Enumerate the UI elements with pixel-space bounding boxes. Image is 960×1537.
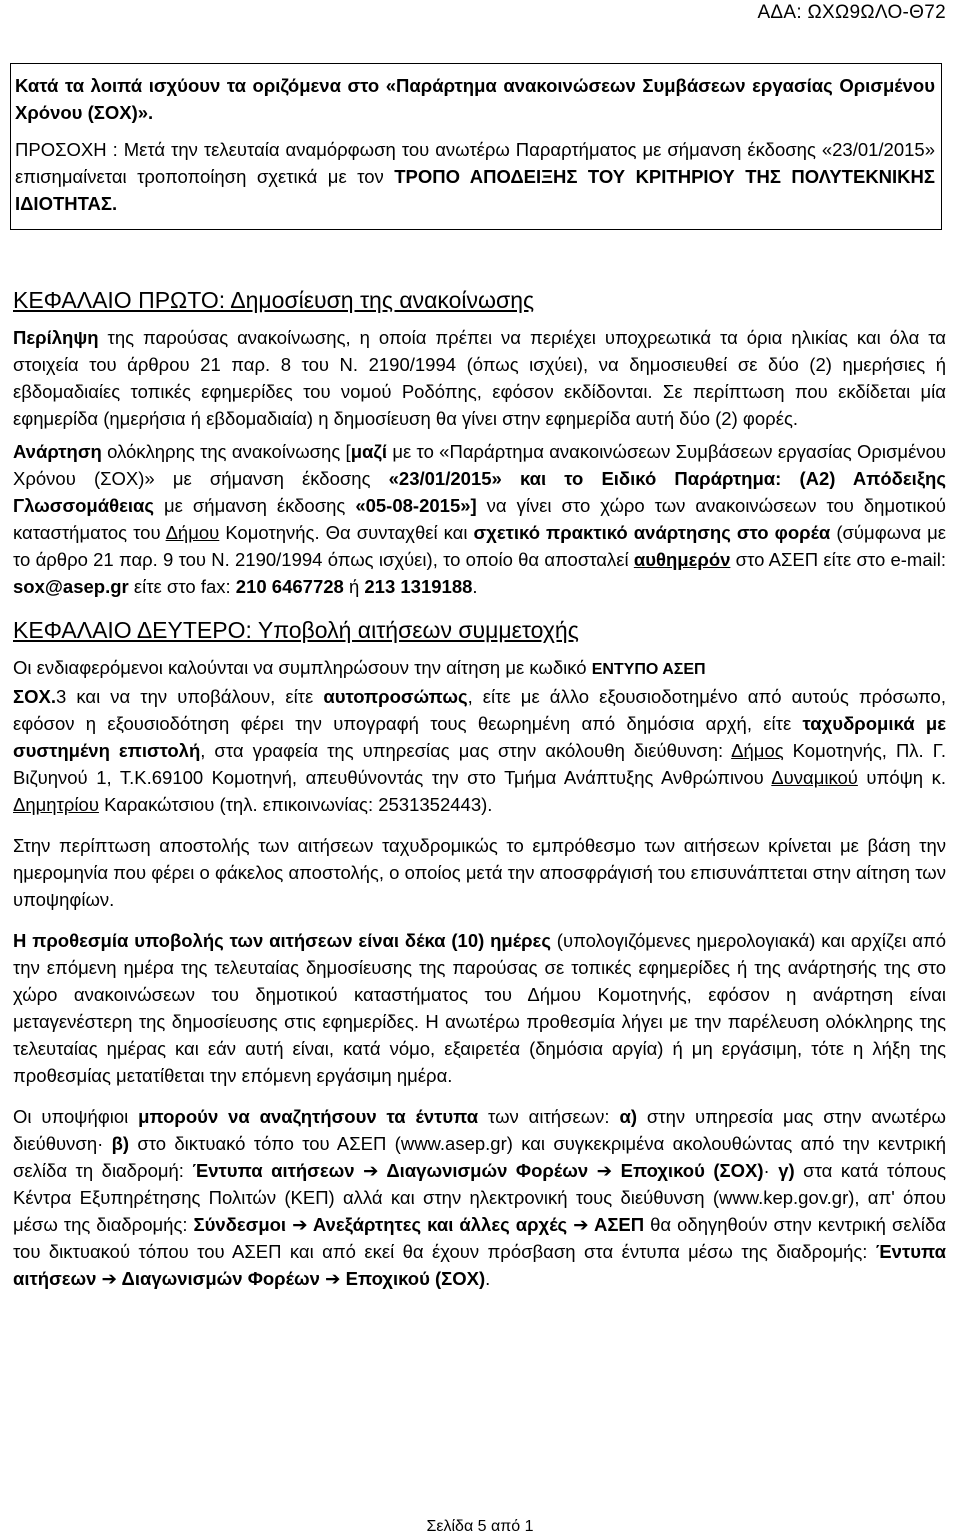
forms-paragraph (13, 1103, 946, 1292)
text-run: . (472, 576, 478, 597)
text-run: (σύμφωνα με το άρθρο 21 παρ. 9 του Ν. 2190/1994 όπως ισχύει), το οποίο θα αποσταλεί (13, 522, 947, 570)
text-run: α) (619, 1106, 637, 1127)
text-run: είτε στο fax: (128, 576, 236, 597)
ada-code: ΑΔΑ: ΩΧΩ9ΩΛΟ-Θ72 (757, 2, 946, 23)
document-body (13, 284, 946, 1292)
form-code: ΣΟΧ. (13, 686, 56, 707)
deadline-text: (υπολογιζόμενες ημερολογιακά) και αρχίζει από την επόμενη ημέρα της τελευταίας δημοσίευσης της παρούσας σε τοπικές εφημερίδες ή της ανάρτησής της στο χώρο ανακοινώσεων του δημοτικού καταστήματος του Δήμου Κομοτηνής, εφόσον η ανάρτηση είναι μεταγενέστερη της δημοσίευσης στις εφημερίδες. Η ανωτέρω προθεσμία λήγει με την παρέλευση ολόκληρης της τελευταίας ημέρας και εάν αυτή είναι, κατά νόμο, εξαιρετέα (δημόσια αργία) ή μη εργάσιμη, τότε η λήξη της προθεσμίας μετατίθεται την επόμενη εργάσιμη ημέρα. (13, 930, 947, 1086)
text-run: στα κατά τόπους Κέντρα Εξυπηρέτησης Πολιτών (ΚΕΠ) αλλά και στην ηλεκτρονική τους διεύθυνση (www.kep.gov.gr), απ' όπου μέσω της διαδρομής: (13, 1160, 946, 1235)
fax-number: 210 6467728 (235, 576, 344, 597)
text-run: «23/01/2015» και το Ειδικό Παράρτημα: (Α2) Απόδειξης Γλωσσομάθειας (13, 468, 946, 516)
text-run: 3 (55, 686, 67, 707)
navigation-path: Έντυπα αιτήσεων ➔ Διαγωνισμών Φορέων ➔ Εποχικού (ΣΟΧ) (13, 1241, 946, 1289)
text-run: με το «Παράρτημα ανακοινώσεων Συμβάσεων εργασίας Ορισμένου Χρόνου (ΣΟΧ)» με σήμανση έκδοσης (13, 441, 946, 489)
text-run: Δήμου (165, 522, 220, 543)
text-run: «05-08-2015»] (355, 495, 477, 516)
text-run: Οι ενδιαφερόμενοι καλούνται να συμπληρώσουν την αίτηση με κωδικό (13, 657, 592, 678)
text-run: γ) (778, 1160, 795, 1181)
text-run: · (763, 1160, 779, 1181)
posting-paragraph (13, 438, 946, 600)
deadline-emphasis: Η προθεσμία υποβολής των αιτήσεων είναι δέκα (10) ημέρες (13, 930, 551, 951)
text-run: μαζί (350, 441, 388, 462)
submission-paragraph (13, 654, 946, 818)
chapter2-title: ΚΕΦΑΛΑΙΟ ΔΕΥΤΕΡΟ: Υποβολή αιτήσεων συμμετοχής (13, 617, 579, 643)
text-run: Δήμος (731, 740, 784, 761)
summary-label: Περίληψη (13, 327, 99, 348)
text-run: με σήμανση έκδοσης (154, 495, 356, 516)
text-run: Οι υποψήφιοι (13, 1106, 139, 1127)
navigation-path: Σύνδεσμοι ➔ Ανεξάρτητες και άλλες αρχές ➔ ΑΣΕΠ (193, 1214, 645, 1235)
text-run: β) (111, 1133, 130, 1154)
summary-text: της παρούσας ανακοίνωσης, η οποία πρέπει να περιέχει υποχρεωτικά τα όρια ηλικίας και όλα τα στοιχεία του άρθρου 21 παρ. 8 του Ν. 2190/1994 (όπως ισχύει), να δημοσιευθεί σε δύο (2) ημερήσιες ή εβδομαδιαίες τοπικές εφημερίδες του νομού Ροδόπης, εφόσον εκδίδονται. Σε περίπτωση που εκδίδεται μία εφημερίδα (ημερήσια ή εβδομαδιαία) η δημοσίευση θα γίνει στην εφημερίδα αυτή δύο (2) φορές. (13, 327, 946, 429)
summary-paragraph (13, 324, 946, 432)
text-run: και να την υποβάλουν, είτε (66, 686, 324, 707)
notice-text: Κατά τα λοιπά ισχύουν τα οριζόμενα στο «Παράρτημα ανακοινώσεων Συμβάσεων εργασίας Ορισμένου Χρόνου (ΣΟΧ)». (15, 75, 935, 123)
text-run: , είτε με άλλο εξουσιοδοτημένο από αυτούς πρόσωπο, εφόσον η εξουσιοδότηση φέρει την υπογραφή τους θεωρημένη από δημόσια αρχή, είτε (13, 686, 946, 734)
form-code: ΕΝΤΥΠΟ ΑΣΕΠ (591, 661, 706, 678)
page-number: Σελίδα 5 από 1 (426, 1518, 534, 1535)
text-run: Δημητρίου (13, 794, 99, 815)
text-run: Δυναμικού (771, 767, 858, 788)
text-run: στην υπηρεσία μας στην ανωτέρω διεύθυνση· (13, 1106, 946, 1154)
text-run: Κομοτηνής, Πλ. Γ. Βιζυηνού 1, Τ.Κ.69100 Κομοτηνή, απευθύνοντάς την στο Τμήμα Ανάπτυξης Ανθρώπινου (13, 740, 946, 788)
email-text: sox@asep.gr (13, 576, 129, 597)
notice-box (10, 63, 942, 230)
notice-line (15, 72, 935, 126)
text-run: , στα γραφεία της υπηρεσίας μας στην ακόλουθη διεύθυνση: (200, 740, 732, 761)
text-run: να γίνει στο χώρο των ανακοινώσεων του δημοτικού καταστήματος του (13, 495, 946, 543)
deadline-paragraph (13, 927, 946, 1089)
text-run: Ανάρτηση (13, 441, 102, 462)
text-run: θα οδηγηθούν στην κεντρική σελίδα του δικτυακού τόπου του ΑΣΕΠ και από εκεί θα έχουν πρόσβαση στα έντυπα μέσω της διαδρομής: (13, 1214, 946, 1262)
attention-text: ΠΡΟΣΟΧΗ : Μετά την τελευταία αναμόρφωση του ανωτέρω Παραρτήματος με σήμανση έκδοσης «23/01/2015» επισημαίνεται τροποποίηση σχετικά με τον (15, 139, 935, 187)
text-run: σχετικό πρακτικό ανάρτησης στο φορέα (473, 522, 831, 543)
text-run: ταχυδρομικά με συστημένη επιστολή (13, 713, 946, 761)
postal-paragraph: Στην περίπτωση αποστολής των αιτήσεων ταχυδρομικώς το εμπρόθεσμο των αιτήσεων κρίνεται με βάση την ημερομηνία που φέρει ο φάκελος αποστολής, ο οποίος μετά την αποσφράγισή του επισυνάπτεται στην αίτηση των υποψηφίων. (13, 835, 946, 910)
text-run: ή (343, 576, 365, 597)
text-run: αυθημερόν (633, 549, 731, 570)
text-run: στο δικτυακό τόπο του ΑΣΕΠ (www.asep.gr) και συγκεκριμένα ακολουθώντας από την κεντρική σελίδα τη διαδρομή: (13, 1133, 947, 1181)
text-run: των αιτήσεων: (478, 1106, 620, 1127)
chapter1-title: ΚΕΦΑΛΑΙΟ ΠΡΩΤΟ: Δημοσίευση της ανακοίνωσης (13, 287, 535, 313)
text-run: στο ΑΣΕΠ είτε στο e-mail: (730, 549, 946, 570)
fax-number: 213 1319188 (364, 576, 473, 597)
text-run: Καρακώτσιου (τηλ. επικοινωνίας: 2531352443). (98, 794, 493, 815)
text-run: μπορούν να αναζητήσουν τα έντυπα (138, 1106, 479, 1127)
attention-emphasis: ΤΡΟΠΟ ΑΠΟΔΕΙΞΗΣ ΤΟΥ ΚΡΙΤΗΡΙΟΥ ΤΗΣ ΠΟΛΥΤΕΚΝΙΚΗΣ ΙΔΙΟΤΗΤΑΣ. (15, 166, 935, 214)
attention-paragraph (15, 136, 935, 217)
text-run: Κομοτηνής. Θα συνταχθεί και (219, 522, 474, 543)
navigation-path: Έντυπα αιτήσεων ➔ Διαγωνισμών Φορέων ➔ Εποχικού (ΣΟΧ) (192, 1160, 764, 1181)
text-run: αυτοπροσώπως (323, 686, 468, 707)
text-run: . (485, 1268, 491, 1289)
text-run: υπόψη κ. (857, 767, 946, 788)
text-run: ολόκληρης της ανακοίνωσης [ (101, 441, 351, 462)
